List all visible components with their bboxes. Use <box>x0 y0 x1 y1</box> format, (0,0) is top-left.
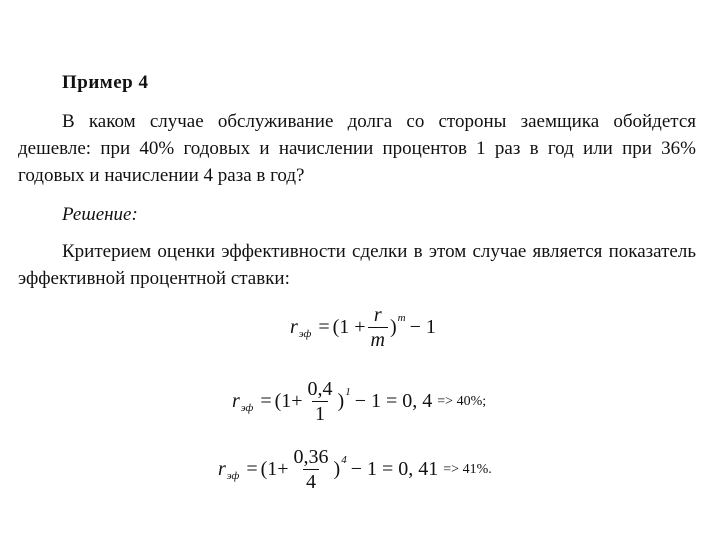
question-paragraph: В каком случае обслуживание долга со стороны заемщика обойдется дешевле: при 40% годовых и начислении процентов 1 раз в год или при 36% годовых и начислении 4 раза в год? <box>18 111 696 186</box>
formula-case-2 <box>218 446 492 493</box>
criterion-paragraph: Критерием оценки эффективности сделки в этом случае является показатель эффективной процентной ставки: <box>18 241 696 289</box>
formula-fraction <box>305 378 336 425</box>
fraction-denominator: m <box>368 327 388 351</box>
formula-lhs-subscript: эф <box>226 469 240 482</box>
formula-tail: − 1 = 0, 4 <box>354 390 433 412</box>
formula-equals: = <box>246 458 258 480</box>
formula-fraction <box>368 304 388 351</box>
formula-power: m <box>397 311 406 324</box>
formula-equals: = <box>318 316 330 338</box>
fraction-denominator: 4 <box>303 469 319 493</box>
formula-close: ) <box>337 390 345 412</box>
formula-result: => 40%; <box>437 393 487 409</box>
formula-result: => 41%. <box>443 461 492 477</box>
solution-label: Решение: <box>62 204 138 225</box>
formula-open: (1+ <box>274 390 303 412</box>
formula-lhs: r <box>232 390 240 412</box>
formula-power: 4 <box>341 453 347 466</box>
formula-lhs-subscript: эф <box>240 401 254 414</box>
fraction-numerator: 0,36 <box>293 446 329 468</box>
example-heading: Пример 4 <box>62 72 149 93</box>
formula-case-1 <box>232 378 486 425</box>
formula-equals: = <box>260 390 272 412</box>
fraction-denominator: 1 <box>312 401 328 425</box>
fraction-numerator: 0,4 <box>307 378 333 400</box>
formula-close: ) <box>390 316 397 338</box>
formula-open: (1+ <box>260 458 289 480</box>
formula-lhs: r <box>290 316 298 338</box>
formula-close: ) <box>333 458 341 480</box>
formula-fraction <box>291 446 332 493</box>
formula-lhs: r <box>218 458 226 480</box>
formula-power: 1 <box>345 385 351 398</box>
formula-tail: − 1 = 0, 41 <box>350 458 439 480</box>
formula-tail: − 1 <box>409 316 436 338</box>
formula-open: (1 + <box>332 316 366 338</box>
formula-general <box>290 304 439 351</box>
fraction-numerator: r <box>373 304 382 326</box>
formula-lhs-subscript: эф <box>298 327 312 340</box>
